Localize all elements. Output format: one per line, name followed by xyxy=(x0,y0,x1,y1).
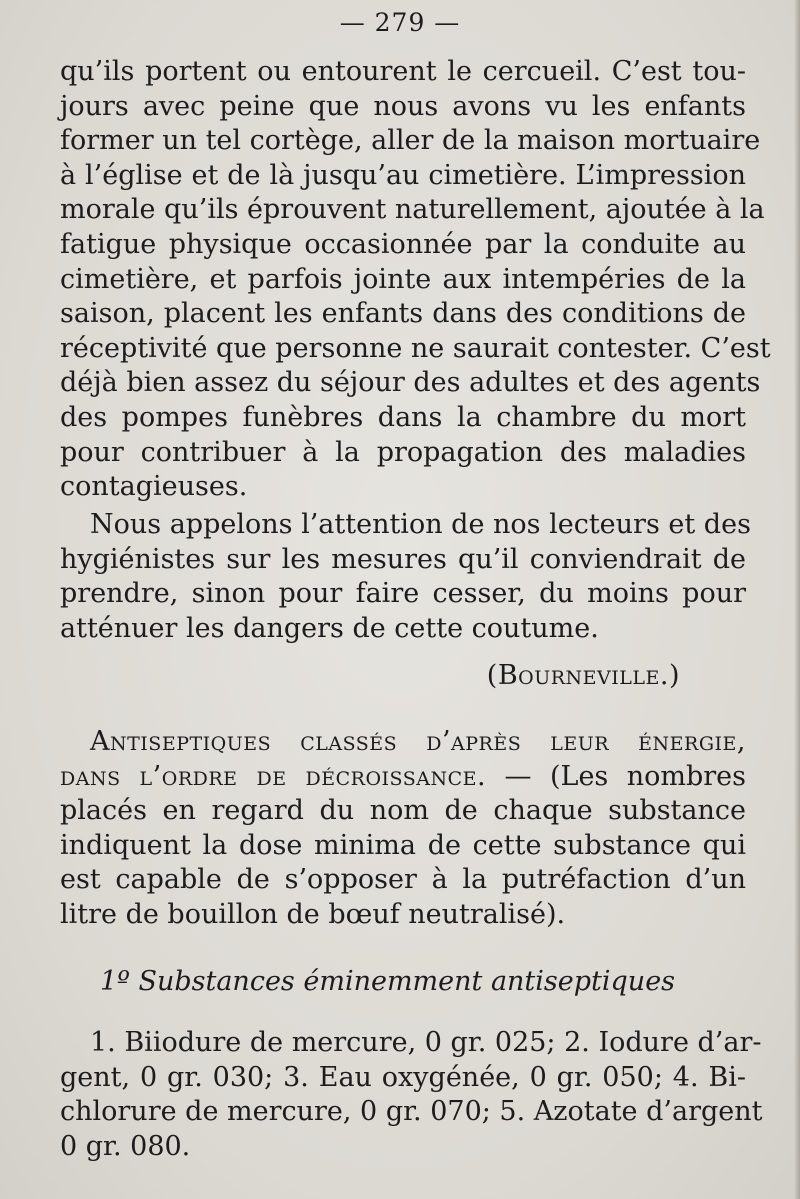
text-line: 0 gr. 080. xyxy=(60,1130,191,1162)
text-line: réceptivité que personne ne saurait contester. C’est xyxy=(60,332,771,364)
antiseptics-list xyxy=(60,1026,763,1164)
text-line: est capable de s’opposer à la putréfaction d’un xyxy=(60,864,746,896)
text-line: atténuer les dangers de cette coutume. xyxy=(60,612,599,644)
text-line: placés en regard du nom de chaque substance xyxy=(60,795,746,827)
text-line: gent, 0 gr. 030; 3. Eau oxygénée, 0 gr. 050; 4. Bi- xyxy=(60,1061,746,1093)
text-line: des pompes funèbres dans la chambre du mort xyxy=(60,401,746,433)
text-line: à l’église et de là jusqu’au cimetière. L’impression xyxy=(60,159,746,191)
section-title-rest: — (Les nombres xyxy=(486,760,746,792)
section-title-continued xyxy=(60,760,746,795)
text-line: prendre, sinon pour faire cesser, du moins pour xyxy=(60,578,746,610)
text-line: saison, placent les enfants dans des conditions de xyxy=(60,298,746,330)
text-line: litre de bouillon de bœuf neutralisé). xyxy=(60,898,566,930)
subheading: 1º Substances éminemment antiseptiques xyxy=(100,966,676,997)
text-line: 1. Biiodure de mercure, 0 gr. 025; 2. Iodure d’ar- xyxy=(90,1027,762,1058)
text-line: indiquent la dose minima de cette substance qui xyxy=(60,829,746,861)
text-line: former un tel cortège, aller de la maison mortuaire xyxy=(60,125,761,157)
text-line: chlorure de mercure, 0 gr. 070; 5. Azotate d’argent xyxy=(60,1096,763,1128)
text-line: Nous appelons l’attention de nos lecteurs et des xyxy=(90,509,751,540)
text-line: hygiénistes sur les mesures qu’il conviendrait de xyxy=(60,543,746,575)
section-title-caps: dans l’ordre de décroissance. xyxy=(60,760,487,792)
page-edge-shadow xyxy=(794,0,800,1199)
text-line: jours avec peine que nous avons vu les enfants xyxy=(60,90,746,122)
antiseptics-section xyxy=(60,725,746,933)
section-title: Antiseptiques classés d’après leur énergie, xyxy=(90,726,746,757)
author-signature xyxy=(60,660,680,691)
paragraph-1 xyxy=(60,55,771,505)
text-line: qu’ils portent ou entourent le cercueil. C’est tou- xyxy=(60,56,746,87)
text-line: déjà bien assez du séjour des adultes et des agents xyxy=(60,367,761,399)
text-line: cimetière, et parfois jointe aux intempéries de la xyxy=(60,263,746,295)
signature-text: (Bourneville.) xyxy=(486,660,680,691)
text-line: contagieuses. xyxy=(60,471,248,503)
text-line: fatigue physique occasionnée par la conduite au xyxy=(60,228,746,260)
page-number: — 279 — xyxy=(339,8,461,37)
text-line: pour contribuer à la propagation des maladies xyxy=(60,436,746,468)
text-line: morale qu’ils éprouvent naturellement, ajoutée à la xyxy=(60,194,765,226)
paragraph-2 xyxy=(60,508,751,646)
